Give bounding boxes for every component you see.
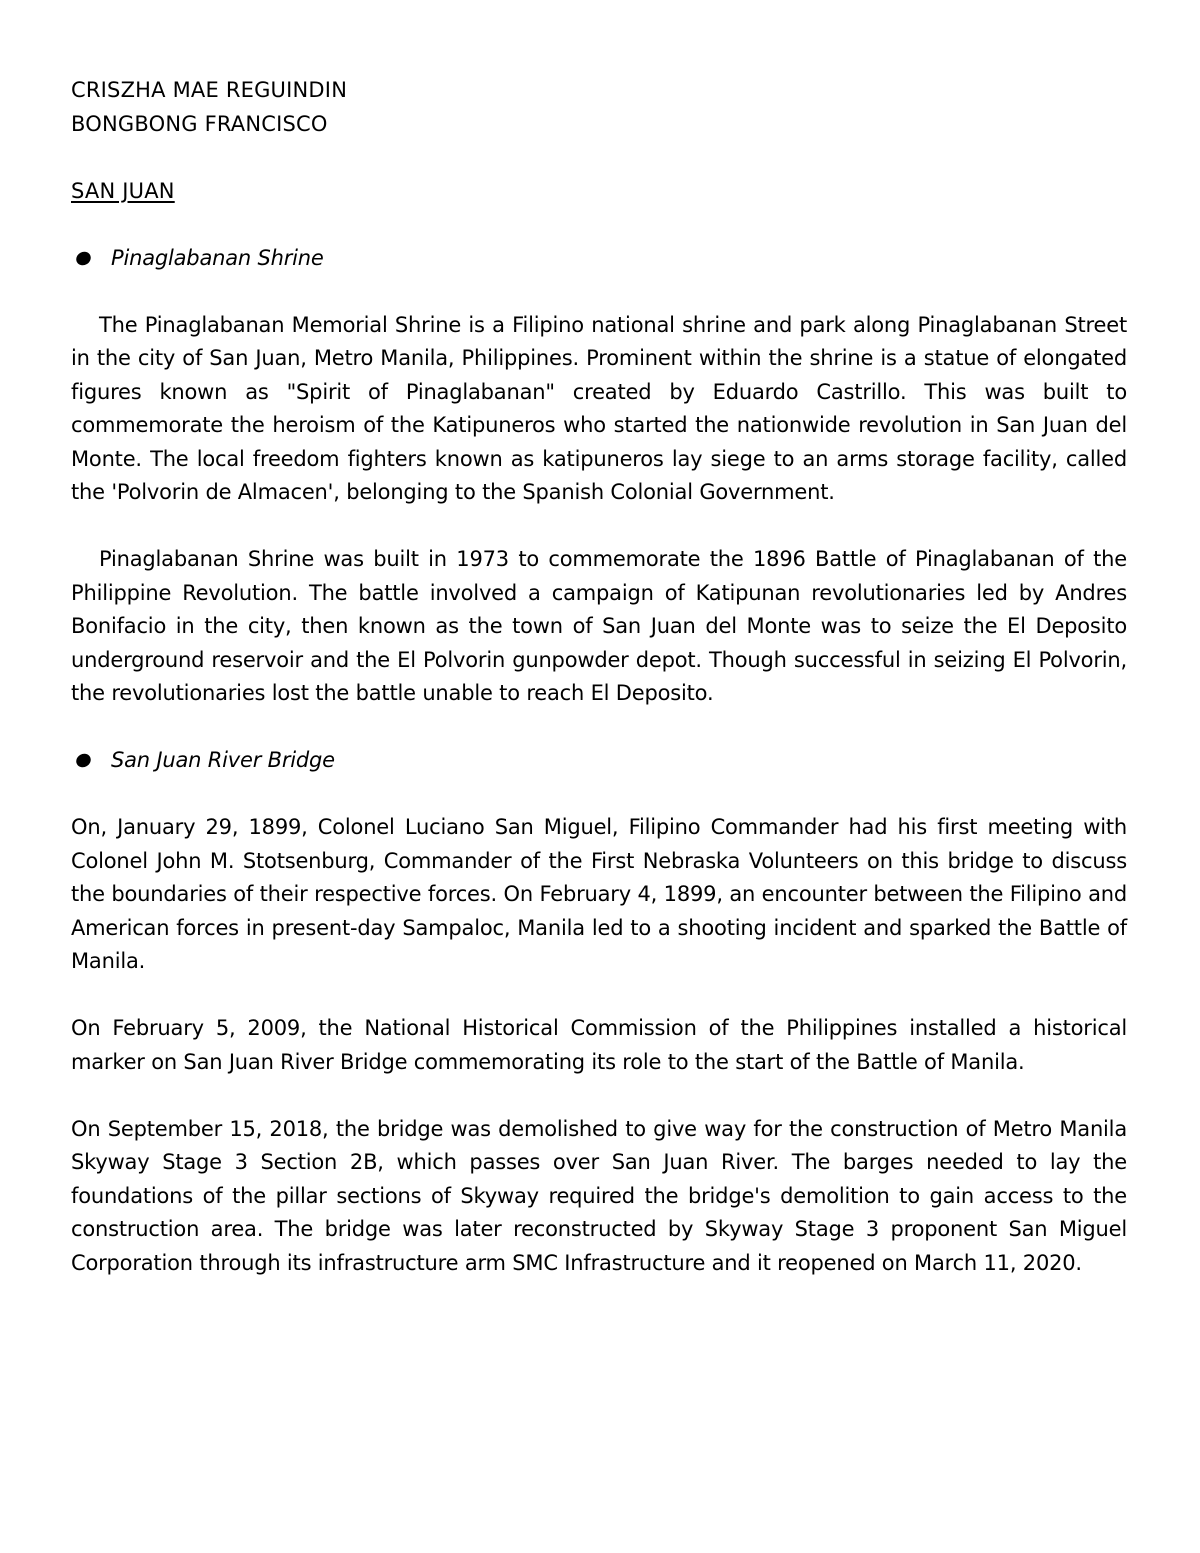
bullet-icon xyxy=(74,249,93,268)
bullet-item xyxy=(71,242,1127,276)
author-name: BONGBONG FRANCISCO xyxy=(71,111,328,136)
spacer xyxy=(71,510,1127,544)
bullet-label: Pinaglabanan Shrine xyxy=(111,245,324,270)
spacer xyxy=(71,208,1127,242)
spacer xyxy=(71,275,1127,309)
bullet-label: San Juan River Bridge xyxy=(111,748,335,772)
spacer xyxy=(71,979,1127,1013)
spacer xyxy=(71,141,1127,175)
bullet-item xyxy=(71,744,1127,778)
author-name: CRISZHA MAE REGUINDIN xyxy=(71,78,348,102)
bullet-icon xyxy=(74,751,93,770)
spacer xyxy=(71,778,1127,812)
spacer xyxy=(71,711,1127,745)
document-page xyxy=(71,74,1127,1280)
spacer xyxy=(71,1079,1127,1113)
paragraph: Pinaglabanan Shrine was built in 1973 to commemorate the 1896 Battle of Pinaglabanan of the Philippine Revolution. The battle involved a campaign of Katipunan revolutionaries led by Andres Bonifacio in the city, then known as the town of San Juan del Monte was to seize the El Deposito underground reservoir and the El Polvorin gunpowder depot. Though successful in seizing El Polvorin, the revolutionaries lost the battle unable to reach El Deposito. xyxy=(71,547,1127,705)
paragraph: On February 5, 2009, the National Historical Commission of the Philippines installed a historical marker on San Juan River Bridge commemorating its role to the start of the Battle of Manila. xyxy=(71,1016,1127,1074)
section-heading: SAN JUAN xyxy=(71,178,175,203)
paragraph: On September 15, 2018, the bridge was demolished to give way for the construction of Metro Manila Skyway Stage 3 Section 2B, which passes over San Juan River. The barges needed to lay the foundations of the pillar sections of Skyway required the bridge's demolition to gain access to the construction area. The bridge was later reconstructed by Skyway Stage 3 proponent San Miguel Corporation through its infrastructure arm SMC Infrastructure and it reopened on March 11, 2020. xyxy=(71,1116,1127,1275)
paragraph: On, January 29, 1899, Colonel Luciano San Miguel, Filipino Commander had his first meeting with Colonel John M. Stotsenburg, Commander of the First Nebraska Volunteers on this bridge to discuss the boundaries of their respective forces. On February 4, 1899, an encounter between the Filipino and American forces in present-day Sampaloc, Manila led to a shooting incident and sparked the Battle of Manila. xyxy=(71,815,1127,973)
paragraph: The Pinaglabanan Memorial Shrine is a Filipino national shrine and park along Pinaglabanan Street in the city of San Juan, Metro Manila, Philippines. Prominent within the shrine is a statue of elongated figures known as "Spirit of Pinaglabanan" created by Eduardo Castrillo. This was built to commemorate the heroism of the Katipuneros who started the nationwide revolution in San Juan del Monte. The local freedom fighters known as katipuneros lay siege to an arms storage facility, called the 'Polvorin de Almacen', belonging to the Spanish Colonial Government. xyxy=(71,312,1127,504)
